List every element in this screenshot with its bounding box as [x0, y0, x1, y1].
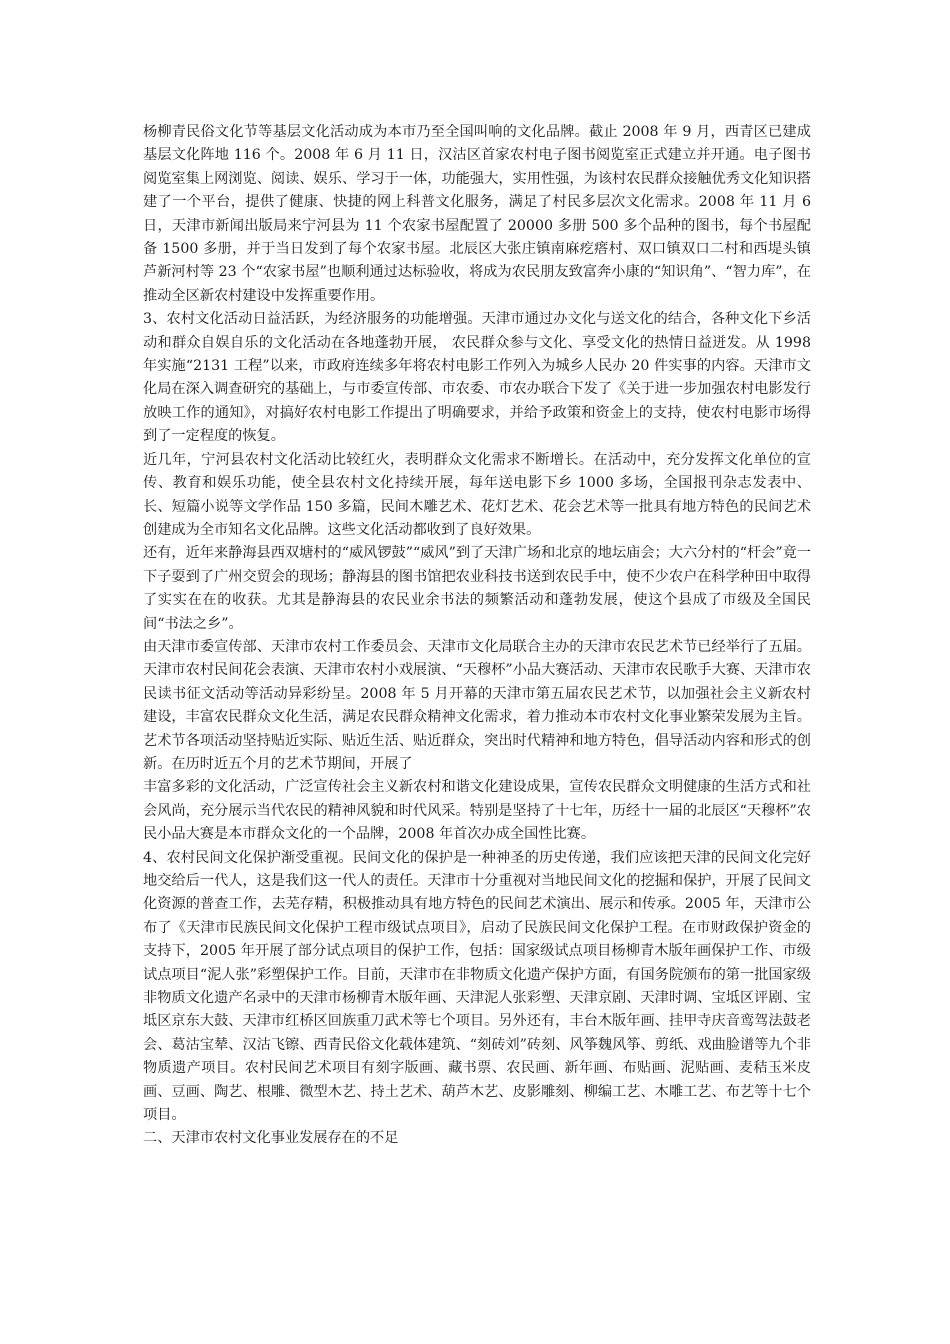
paragraph-ninghe-county: 近几年，宁河县农村文化活动比较红火，表明群众文化需求不断增长。在活动中，充分发挥文化单位的宣传、教育和娱乐功能，使全县农村文化持续开展，每年送电影下乡 1000 多场，全国报刊杂志发表中、长、短篇小说等文学作品 150 多篇，民间木雕艺术、花灯艺术、花会艺术等一批具有地方特色的民间艺术创建成为全市知名文化品牌。这些文化活动都收到了良好效果。 [143, 451, 811, 538]
section-heading-shortcomings: 二、天津市农村文化事业发展存在的不足 [143, 1130, 399, 1147]
paragraph-rural-library: 杨柳青民俗文化节等基层文化活动成为本市乃至全国叫响的文化品牌。截止 2008 年 9 月，西青区已建成基层文化阵地 116 个。2008 年 6 月 11 日，汉沽区首家农村电子图书阅览室正式建立并开通。电子图书阅览室集上网浏览、阅读、娱乐、学习于一体，功能强大，实用性强，为该村农民群众接触优秀文化知识搭建了一个平台，提供了健康、快捷的网上科普文化服务，满足了村民多层次文化需求。2008 年 11 月 6 日，天津市新闻出版局来宁河县为 11 个农家书屋配置了 20000 多册 500 多个品种的图书，每个书屋配备 1500 多册，并于当日发到了每个农家书屋。北辰区大张庄镇南麻疙瘩村、双口镇双口二村和西堤头镇芦新河村等 23 个“农家书屋”也顺利通过达标验收，将成为农民朋友致富奔小康的“知识角”、“智力库”，在推动全区新农村建设中发挥重要作用。 [143, 124, 811, 304]
paragraph-farmers-art-festival: 由天津市委宣传部、天津市农村工作委员会、天津市文化局联合主办的天津市农民艺术节已经举行了五届。天津市农村民间花会表演、天津市农村小戏展演、“天穆杯”小品大赛活动、天津市农民歌手大赛、天津市农民读书征文活动等活动异彩纷呈。2008 年 5 月开幕的天津市第五届农民艺术节，以加强社会主义新农村建设，丰富农民群众文化生活，满足农民群众精神文化需求，着力推动本市农村文化事业繁荣发展为主旨。艺术节各项活动坚持贴近实际、贴近生活、贴近群众，突出时代精神和地方特色，倡导活动内容和形式的创新。在历时近五个月的艺术节期间，开展了 [143, 638, 811, 772]
paragraph-rural-activities: 3、农村文化活动日益活跃，为经济服务的功能增强。天津市通过办文化与送文化的结合，各种文化下乡活动和群众自娱自乐的文化活动在各地蓬勃开展， 农民群众参与文化、享受文化的热情日益迸发。从 1998 年实施“2131 工程”以来，市政府连续多年将农村电影工作列入为城乡人民办 20 件实事的内容。天津市文化局在深入调查研究的基础上，与市委宣传部、市农委、市农办联合下发了《关于进一步加强农村电影发行放映工作的通知》，对搞好农村电影工作提出了明确要求，并给予政策和资金上的支持，使农村电影市场得到了一定程度的恢复。 [143, 311, 811, 445]
paragraph-jinghai-county: 还有，近年来静海县西双塘村的“威风锣鼓”“威风”到了天津广场和北京的地坛庙会；大六分村的“杆会”竟一下子耍到了广州交贸会的现场；静海县的图书馆把农业科技书送到农民手中，使不少农户在科学种田中取得了实实在在的收获。尤其是静海县的农民业余书法的频繁活动和蓬勃发展，使这个县成了市级及全国民间“书法之乡”。 [143, 545, 811, 632]
document-body [143, 121, 811, 1151]
paragraph-festival-continued: 丰富多彩的文化活动，广泛宣传社会主义新农村和谐文化建设成果，宣传农民群众文明健康的生活方式和社会风尚，充分展示当代农民的精神风貌和时代风采。特别是坚持了十七年，历经十一届的北辰区“天穆杯”农民小品大赛是本市群众文化的一个品牌，2008 年首次办成全国性比赛。 [143, 779, 811, 843]
paragraph-folk-culture-protection: 4、农村民间文化保护渐受重视。民间文化的保护是一种神圣的历史传递，我们应该把天津的民间文化完好地交给后一代人，这是我们这一代人的责任。天津市十分重视对当地民间文化的挖掘和保护，开展了民间文化资源的普查工作，去芜存精，积极推动具有地方特色的民间艺术演出、展示和传承。2005 年，天津市公布了《天津市民族民间文化保护工程市级试点项目》，启动了民族民间文化保护工程。在市财政保护资金的支持下，2005 年开展了部分试点项目的保护工作，包括：国家级试点项目杨柳青木版年画保护工作、市级试点项目“泥人张”彩塑保护工作。目前，天津市在非物质文化遗产保护方面，有国务院颁布的第一批国家级非物质文化遗产名录中的天津市杨柳青木版年画、天津泥人张彩塑、天津京剧、天津时调、宝坻区评剧、宝坻区京东大鼓、天津市红桥区回族重刀武术等七个项目。另外还有，丰台木版年画、挂甲寺庆音鸾驾法鼓老会、葛沽宝辇、汉沽飞镲、西青民俗文化载体建筑、“刻砖刘”砖刻、风筝魏风筝、剪纸、戏曲脸谱等九个非物质遗产项目。农村民间艺术项目有刻字版画、藏书票、农民画、新年画、布贴画、泥贴画、麦秸玉米皮画、豆画、陶艺、根雕、微型木艺、持土艺术、葫芦木艺、皮影雕刻、柳编工艺、木雕工艺、布艺等十七个项目。 [143, 849, 811, 1124]
